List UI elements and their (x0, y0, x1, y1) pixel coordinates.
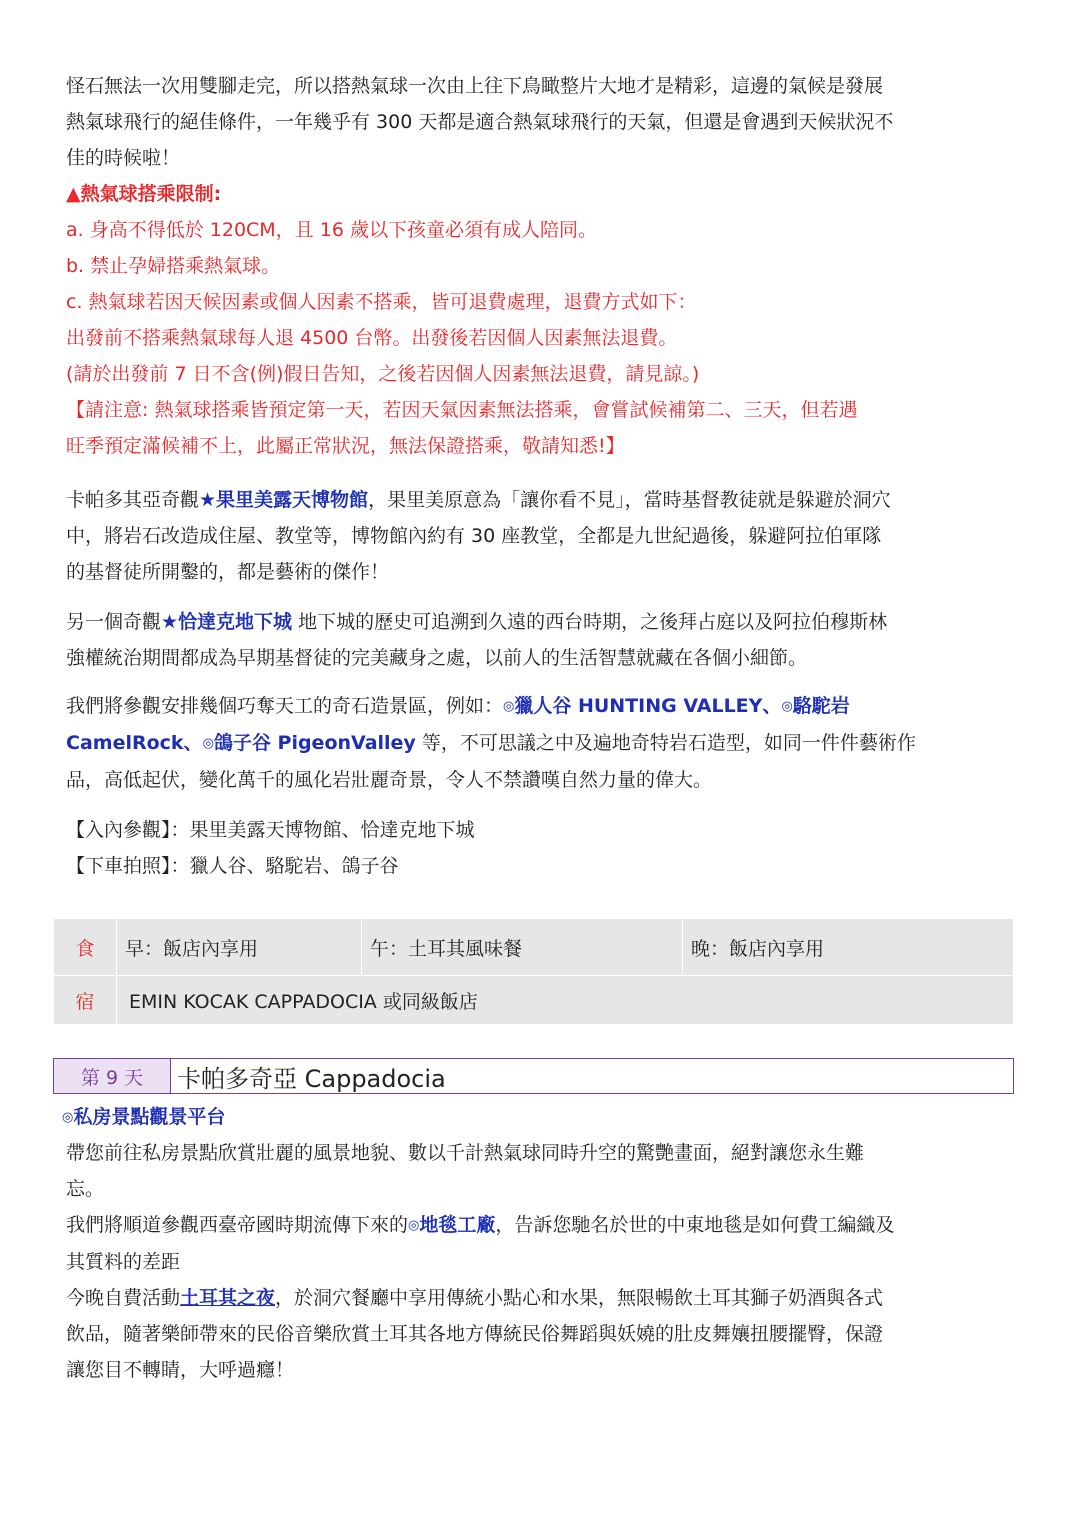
separator: 、 (762, 695, 782, 717)
breakfast-cell: 早：飯店內享用 (117, 919, 362, 976)
inside-visit: 【入內參觀】：果里美露天博物館、恰達克地下城 (66, 819, 475, 841)
text: 另一個奇觀 (66, 611, 162, 633)
text-line: 強權統治期間都成為早期基督徒的完美藏身之處，以前人的生活智慧就藏在各個小細節。 (66, 647, 808, 669)
text: 我們將順道參觀西臺帝國時期流傳下來的 (66, 1214, 409, 1236)
intro-paragraph (66, 68, 1012, 176)
text: 等，不可思議之中及遍地奇特岩石造型，如同一件件藝術作 (415, 732, 916, 754)
meal-table (53, 918, 1014, 1025)
highlight-hunting-valley: 獵人谷 HUNTING VALLEY (514, 695, 763, 717)
day9-paragraph (66, 1135, 1012, 1388)
food-key: 食 (54, 919, 117, 976)
text-line: 其質料的差距 (66, 1251, 181, 1273)
hotel-cell: EMIN KOCAK CAPPADOCIA 或同級飯店 (117, 976, 1014, 1025)
turkish-night-link[interactable]: 土耳其之夜 (180, 1287, 276, 1309)
highlight-goreme: ★果里美露天博物館 (199, 489, 369, 511)
bullet-icon: ◎ (503, 699, 515, 714)
text: ，於洞穴餐廳中享用傳統小點心和水果，無限暢飲土耳其獅子奶酒與各式 (275, 1287, 884, 1309)
text: ，果里美原意為「讓你看不見」，當時基督教徒就是躲避於洞穴 (368, 489, 891, 511)
text-line: 飲品，隨著樂師帶來的民俗音樂欣賞土耳其各地方傳統民俗舞蹈與妖嬈的肚皮舞孃扭腰擺臀，保證 (66, 1323, 884, 1345)
text-line: 熱氣球飛行的絕佳條件，一年幾乎有 300 天都是適合熱氣球飛行的天氣，但還是會遇到天候狀況不 (66, 111, 894, 133)
separator: 、 (183, 732, 203, 754)
notice-line: 旺季預定滿候補不上，此屬正常狀況，無法保證搭乘，敬請知悉!】 (66, 435, 625, 457)
text: 地下城的歷史可追溯到久遠的西台時期，之後拜占庭以及阿拉伯穆斯林 (292, 611, 888, 633)
highlight-pigeon-valley: 鴿子谷 PigeonValley (213, 732, 416, 754)
section-title (62, 1101, 225, 1134)
kaymakli-paragraph (66, 604, 1012, 676)
rule-c: c. 熱氣球若因天候因素或個人因素不搭乘，皆可退費處理，退費方式如下： (66, 291, 697, 313)
text-line: 品，高低起伏，變化萬千的風化岩壯麗奇景，令人不禁讚嘆自然力量的偉大。 (66, 769, 713, 791)
highlight-underground-city: ★恰達克地下城 (161, 611, 293, 633)
rule-c-detail: 出發前不搭乘熱氣球每人退 4500 台幣。出發後若因個人因素無法退費。 (66, 327, 678, 349)
highlight-carpet-factory: 地毯工廠 (419, 1214, 496, 1236)
text: 卡帕多其亞奇觀 (66, 489, 200, 511)
text-line: 中，將岩石改造成住屋、教堂等，博物館內約有 30 座教堂，全都是九世紀過後，躲避阿拉伯軍隊 (66, 525, 882, 547)
rule-b: b. 禁止孕婦搭乘熱氣球。 (66, 255, 281, 277)
bullet-icon: ◎ (202, 736, 214, 751)
meal-row (54, 919, 1014, 976)
stay-key: 宿 (54, 976, 117, 1025)
rule-a: a. 身高不得低於 120CM，且 16 歲以下孩童必須有成人陪同。 (66, 219, 597, 241)
rule-c-note: (請於出發前 7 日不含(例)假日告知，之後若因個人因素無法退費，請見諒。) (66, 363, 700, 385)
balloon-rules (66, 176, 1012, 464)
text-line: 帶您前往私房景點欣賞壯麗的風景地貌、數以千計熱氣球同時升空的驚艷畫面，絕對讓您永生難 (66, 1142, 865, 1164)
highlight-camel-rock-en: CamelRock (66, 732, 184, 754)
section-title-text: 私房景點觀景平台 (73, 1106, 226, 1128)
text: ，告訴您馳名於世的中東地毯是如何費工編織及 (495, 1214, 895, 1236)
text-line: 的基督徒所開鑿的，都是藝術的傑作！ (66, 561, 390, 583)
highlight-camel-rock: 駱駝岩 (792, 695, 850, 717)
lunch-cell: 午：土耳其風味餐 (362, 919, 683, 976)
bullet-icon: ◎ (408, 1218, 420, 1233)
day-header (53, 1058, 1014, 1094)
text-line: 讓您目不轉睛，大呼過癮！ (66, 1359, 295, 1381)
text-line: 怪石無法一次用雙腳走完，所以搭熱氣球一次由上往下鳥瞰整片大地才是精彩，這邊的氣候是發展 (66, 75, 884, 97)
bullet-icon: ◎ (62, 1110, 74, 1125)
hotel-row (54, 976, 1014, 1025)
valleys-paragraph (66, 688, 1012, 798)
dinner-cell: 晚：飯店內享用 (683, 919, 1014, 976)
day-title: 卡帕多奇亞 Cappadocia (177, 1064, 446, 1093)
day-number: 第 9 天 (54, 1059, 171, 1093)
text: 今晚自費活動 (66, 1287, 181, 1309)
photo-stop: 【下車拍照】：獵人谷、駱駝岩、鴿子谷 (66, 855, 399, 877)
goreme-paragraph (66, 482, 1012, 590)
bullet-icon: ◎ (781, 699, 793, 714)
text-line: 佳的時候啦！ (66, 147, 181, 169)
notice-line: 【請注意: 熱氣球搭乘皆預定第一天，若因天氣因素無法搭乘，會嘗試候補第二、三天，但若遇 (66, 399, 858, 421)
text-line: 忘。 (66, 1178, 105, 1200)
text: 我們將參觀安排幾個巧奪天工的奇石造景區，例如： (66, 695, 504, 717)
visit-list (66, 812, 1012, 884)
rules-title: ▲熱氣球搭乘限制: (66, 183, 222, 205)
